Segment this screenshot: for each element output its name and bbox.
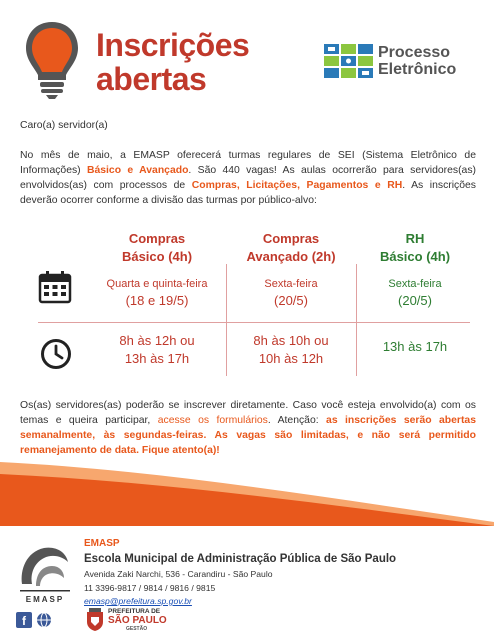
title-line-1: Inscrições (96, 27, 250, 63)
sp-logo-line-2: SÃO PAULO (108, 615, 167, 626)
title-line-2: abertas (96, 61, 207, 97)
time-cell-compras-avancado (232, 332, 350, 368)
column-header-compras-basico (98, 230, 216, 266)
time-text: 8h às 12h ou (119, 333, 195, 348)
pe-logo-line-2: Eletrônico (378, 61, 457, 78)
pe-logo-line-1: Processo (378, 44, 451, 61)
table-divider-horizontal (38, 322, 470, 323)
intro-paragraph (20, 148, 476, 208)
time-text: 8h às 10h ou (253, 333, 329, 348)
column-subtitle: Básico (4h) (379, 249, 451, 264)
footer-email-link[interactable]: emasp@prefeitura.sp.gov.br (84, 596, 192, 606)
time-text: 13h às 17h (382, 339, 448, 354)
table-divider-vertical-1 (226, 264, 227, 376)
emasp-logo (16, 540, 74, 606)
clock-icon (40, 338, 72, 370)
intro-text-a: No mês de maio, a EMASP oferecerá turmas regulares de SEI (Sistema Eletrônico de Informações) (20, 150, 476, 176)
footer-org-short: EMASP (84, 538, 120, 549)
instructions-paragraph (20, 398, 476, 458)
time-text: 10h às 12h (258, 351, 324, 366)
instructions-text-a: Os(as) servidores(as) poderão se inscrever diretamente. Caso você esteja envolvido(a) com os temas e queira participar, (20, 400, 476, 426)
footer-address: Avenida Zaki Narchi, 536 - Carandiru - São Paulo (84, 569, 273, 579)
calendar-icon (38, 270, 72, 304)
sp-coat-of-arms-icon (86, 608, 104, 632)
instructions-warning: as inscrições serão abertas semanalmente, às segundas-feiras. As vagas são limitadas, e não será permitido remanejamento de data. Fique atento(a)! (20, 415, 476, 456)
decorative-swoosh (0, 456, 494, 526)
day-text: Sexta-feira (264, 278, 318, 290)
processo-eletronico-logo (324, 44, 478, 86)
time-cell-rh-basico (356, 338, 474, 356)
intro-highlight-levels: Básico e Avançado (86, 165, 189, 176)
day-cell-compras-basico (92, 276, 222, 310)
date-text: (18 e 19/5) (125, 293, 189, 308)
intro-text-e: . As inscrições deverão ocorrer conforme a divisão das turmas por público-alvo: (20, 180, 476, 206)
date-text: (20/5) (274, 293, 308, 308)
footer-phones: 11 3396-9817 / 9814 / 9816 / 9815 (84, 583, 216, 593)
day-text: Quarta e quinta-feira (106, 278, 208, 290)
table-divider-vertical-2 (356, 264, 357, 376)
time-cell-compras-basico (92, 332, 222, 368)
column-title: Compras (128, 231, 186, 246)
emasp-logo-text: EMASP (25, 595, 65, 604)
intro-text-c: . São 440 vagas! As aulas ocorrerão para servidores(as) envolvidos(as) com processos de (20, 165, 476, 191)
forms-link[interactable]: acesse os formulários (157, 415, 268, 426)
column-subtitle: Avançado (2h) (246, 249, 336, 264)
svg-text:f: f (22, 614, 26, 628)
date-text: (20/5) (398, 293, 432, 308)
sp-logo-line-3: GESTÃO (126, 626, 148, 632)
column-title: RH (405, 231, 425, 246)
social-icons (16, 612, 56, 628)
instructions-text-c: . Atenção: (267, 415, 327, 426)
greeting: Caro(a) servidor(a) (20, 120, 108, 131)
column-header-rh-basico (356, 230, 474, 266)
column-title: Compras (262, 231, 320, 246)
column-header-compras-avancado (232, 230, 350, 266)
intro-highlight-areas: Compras, Licitações, Pagamentos e RH (191, 180, 403, 191)
pe-logo-icons (324, 44, 376, 80)
day-cell-rh-basico (356, 276, 474, 310)
day-text: Sexta-feira (388, 278, 442, 290)
sp-logo-line-1: PREFEITURA DE (108, 608, 161, 615)
pe-logo-text (378, 44, 456, 78)
prefeitura-sp-logo (86, 608, 206, 634)
time-text: 13h às 17h (124, 351, 190, 366)
column-subtitle: Básico (4h) (121, 249, 193, 264)
footer-org-name: Escola Municipal de Administração Pública de São Paulo (84, 553, 397, 565)
lightbulb-icon (22, 18, 82, 100)
page-title (96, 28, 249, 96)
day-cell-compras-avancado (232, 276, 350, 310)
